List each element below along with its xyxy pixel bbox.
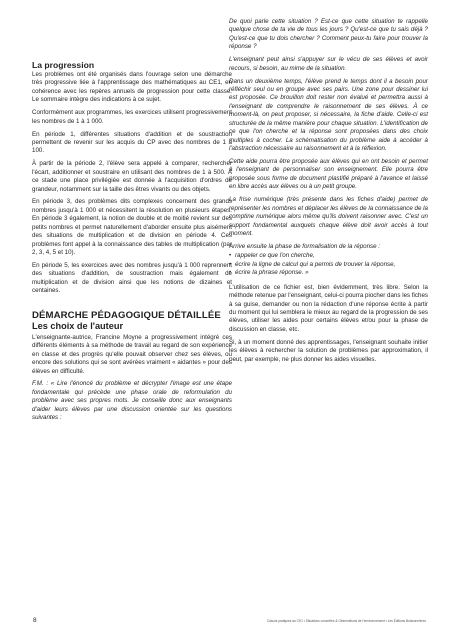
quote-paragraph: Dans un deuxième temps, l'élève prend le temps dont il a besoin pour réfléchir seul ou en groupe avec ses pairs. Une zone pour dessiner lui est proposée. Ce brouillon doit rester non évalué et permettra aussi à l'enseignant de comprendre le raisonnement de ses élèves. À ce moment-là, on peut proposer, si nécessaire, la fiche d'aide. Celle-ci est structurée de la même manière pour chaque situation. L'identification de ce que l'on cherche et la réponse sont proposées dans des choix multiples à cocher. La schématisation du problème aide à accéder à l'abstraction nécessaire au raisonnement et à la réflexion.	[229, 77, 428, 153]
list-item: • écrire la ligne de calcul qui a permis de trouver la réponse,	[229, 261, 428, 269]
paragraph: L'utilisation de ce fichier est, bien évidemment, très libre. Selon la méthode retenue par l'enseignant, celui-ci pourra piocher dans les fiches à sa guise, demander ou non la rédaction d'une réponse écrite à partir du moment qui lui semblera le mieux au regard de la progression de ses élèves, utiliser les aides pour certains élèves et/ou pour la phase de discussion en classe, etc.	[229, 283, 428, 333]
paragraph: En période 5, les exercices avec des nombres jusqu'à 1 000 reprennent des situations d'addition, de soustraction mais également de multiplication et de division ainsi que les notions de dizaines et centaines.	[32, 262, 232, 295]
quote-paragraph: F.M. : « Lire l'énoncé du problème et décrypter l'image est une étape fondamentale qui précède une phase orale de reformulation du problème avec ses propres mots. Je conseille donc aux enseignants d'aider leurs élèves par une discussion orientée sur les questions suivantes :	[32, 380, 232, 422]
paragraph: En période 3, des problèmes dits complexes concernent des grands nombres jusqu'à 1 000 et nécessitent la résolution en plusieurs étapes. En période 3 également, la notion de double et de moitié revient sur des petits nombres et permet naturellement d'aborder ensuite plus aisément des situations de multiplication et de division en période 4. Ces problèmes font appel à la connaissance des tables de multiplication (par 2, 3, 4, 5 et 10).	[32, 198, 232, 257]
section-title-progression: La progression	[32, 60, 95, 70]
subsection-title-choix: Les choix de l'auteur	[32, 320, 124, 331]
footer-credits: Calculs pratiques au CE1 • Situations concrètes & Observations de l'environnement • Les Éditions Buissonnières	[266, 619, 426, 623]
paragraph: Les problèmes ont été organisés dans l'ouvrage selon une démarche très progressive liée à l'apprentissage des mathématiques au CE1, en cohérence avec les repères annuels de progression pour cette classe. Le sommaire intègre des indications à ce sujet.	[32, 71, 232, 104]
paragraph: En période 1, différentes situations d'addition et de soustraction permettent de revenir sur les acquis du CP avec des nombres de 1 à 100.	[32, 130, 232, 155]
section-title-demarche: DÉMARCHE PÉDAGOGIQUE DÉTAILLÉE	[32, 309, 221, 321]
quote-paragraph: La frise numérique (très présente dans les fiches d'aide) permet de représenter les nombres et déplacer les élèves de la connaissance de la comptine numérique alors même qu'ils doivent raisonner avec. C'est un support fondamental auxquels chaque élève doit avoir accès à tout moment.	[229, 196, 428, 237]
paragraph: Conformément aux programmes, les exercices utilisent progressivement les nombres de 1 à 1 000.	[32, 109, 232, 125]
list-item: • écrire la phrase réponse. »	[229, 269, 428, 277]
paragraph: Si, à un moment donné des apprentissages, l'enseignant souhaite initier les élèves à rechercher la solution de problèmes par approximation, il peut, par exemple, ne plus donner les aides visuelles.	[229, 338, 428, 363]
right-column	[229, 18, 428, 369]
paragraph: L'enseignante-autrice, Francine Moyne a progressivement intégré ces différents éléments à sa méthode de travail au regard de son expérience en classe et des progrès qu'elle pouvait observer chez ses élèves, ou encore des solutions qui se sont avérées vraiment « aidantes » pour des élèves en difficulté.	[32, 333, 232, 375]
left-column	[32, 60, 232, 427]
paragraph: À partir de la période 2, l'élève sera appelé à comparer, rechercher l'écart, additionner et soustraire en utilisant des nombres de 1 à 500. À ce stade une place privilégiée est donnée à l'acquisition d'ordres de grandeur, notamment sur la taille des êtres vivants ou des objets.	[32, 160, 232, 193]
quote-paragraph: De quoi parle cette situation ? Est-ce que cette situation te rappelle quelque chose de ta vie de tous les jours ? Qu'est-ce que tu sais déjà ? Qu'est-ce que tu dois chercher ? Comment peux-tu faire pour trouver la réponse ?	[229, 18, 428, 51]
page-number: 8	[33, 617, 37, 624]
quote-paragraph: Arrive ensuite la phase de formalisation de la réponse :	[229, 242, 380, 250]
quote-paragraph: L'enseignant peut ainsi s'appuyer sur le vécu de ses élèves et avoir recours, si besoin, au mime de la situation.	[229, 56, 428, 72]
list-item: • rappeler ce que l'on cherche,	[229, 252, 428, 260]
response-steps-list	[229, 252, 428, 277]
quote-paragraph: Cette aide pourra être proposée aux élèves qui en ont besoin et permet à l'enseignant de personnaliser son enseignement. Elle pourra être proposée sous forme de document plastifié préparé à l'avance et laissé en libre accès aux élèves ou à un petit groupe.	[229, 157, 428, 191]
